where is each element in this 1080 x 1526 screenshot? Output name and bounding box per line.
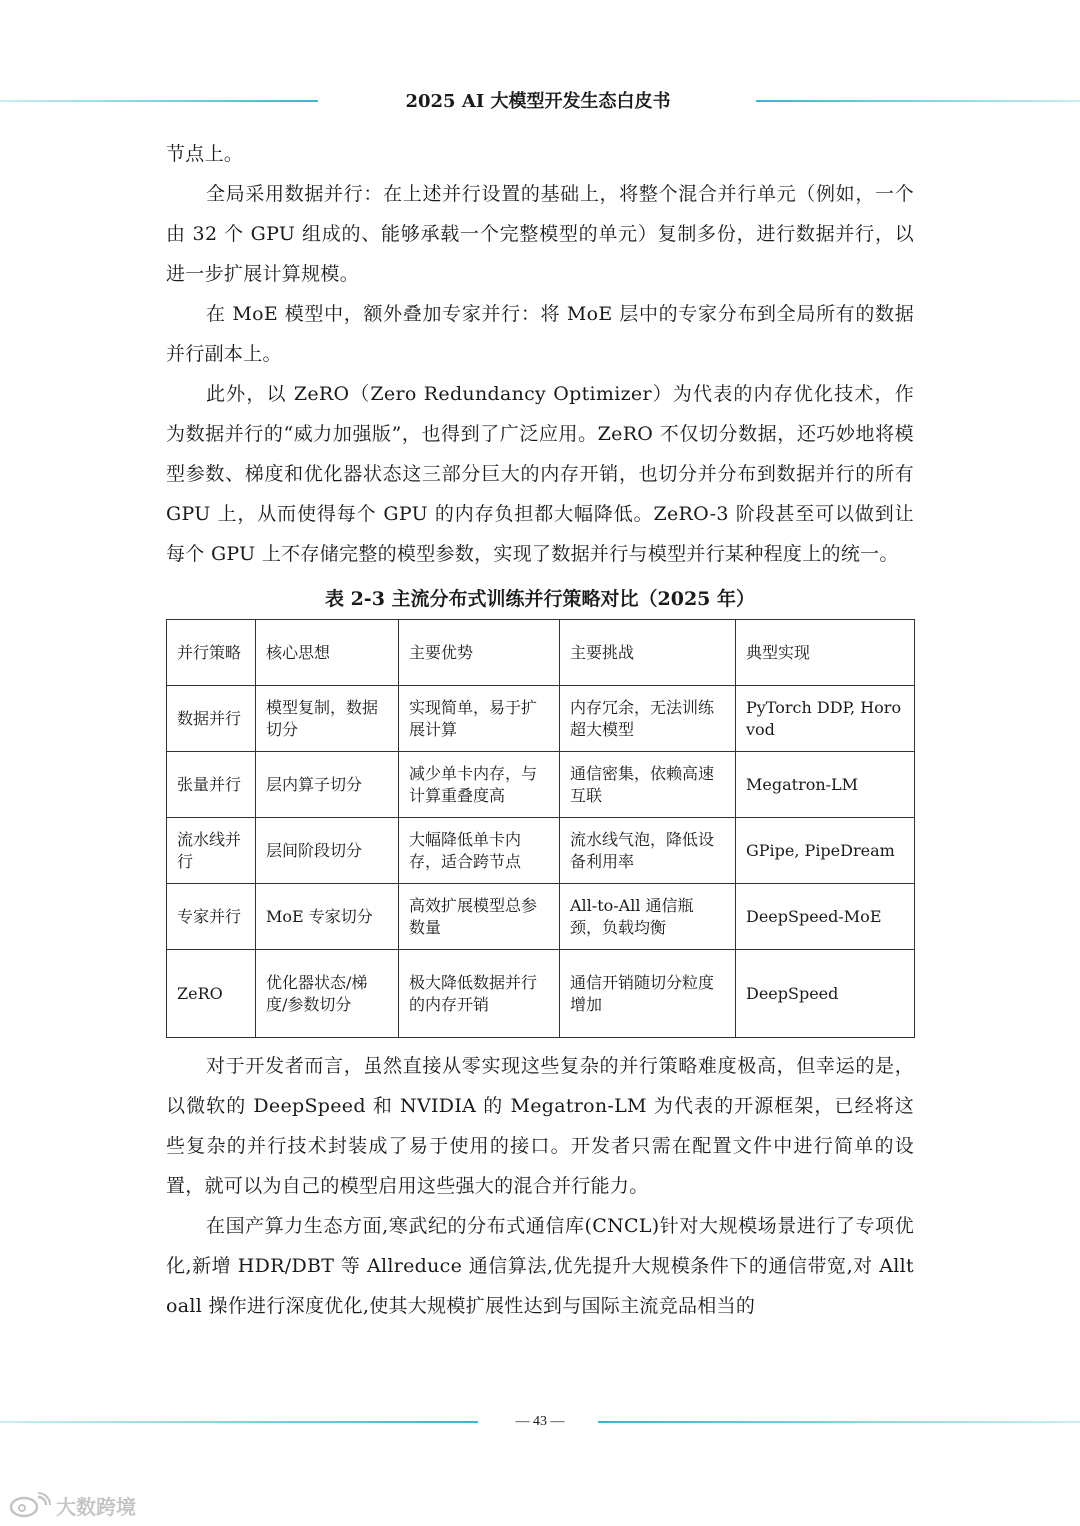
table-cell: 模型复制，数据切分 — [256, 686, 399, 752]
table-cell: 高效扩展模型总参数量 — [399, 884, 560, 950]
column-header: 主要挑战 — [560, 620, 736, 686]
table-cell: 内存冗余，无法训练超大模型 — [560, 686, 736, 752]
footer-rule-left — [0, 1421, 478, 1423]
page-number: — 43 — — [515, 1414, 565, 1429]
table-row — [167, 884, 915, 950]
table-row — [167, 752, 915, 818]
page-content — [166, 134, 914, 1326]
paragraph-data-parallel: 全局采用数据并行：在上述并行设置的基础上，将整个混合并行单元（例如，一个由 32 个 GPU 组成的、能够承载一个完整模型的单元）复制多份，进行数据并行，以进一步扩展计算规模。 — [166, 183, 914, 285]
table-cell: DeepSpeed-MoE — [736, 884, 915, 950]
table-cell: 通信开销随切分粒度增加 — [560, 950, 736, 1038]
watermark — [8, 1488, 208, 1522]
header-rule-left — [0, 100, 318, 102]
parallel-strategy-table — [166, 619, 915, 1038]
table-cell: ZeRO — [167, 950, 256, 1038]
table-cell: 层内算子切分 — [256, 752, 399, 818]
table-cell: 实现简单，易于扩展计算 — [399, 686, 560, 752]
column-header: 并行策略 — [167, 620, 256, 686]
paragraph-zero: 此外，以 ZeRO（Zero Redundancy Optimizer）为代表的内存优化技术，作为数据并行的“威力加强版”，也得到了广泛应用。ZeRO 不仅切分数据，还巧妙地将模型参数、梯度和优化器状态这三部分巨大的内存开销，也切分并分布到数据并行的所有 GPU 上，从而使得每个 GPU 的内存负担都大幅降低。ZeRO-3 阶段甚至可以做到让每个 GPU 上不存储完整的模型参数，实现了数据并行与模型并行某种程度上的统一。 — [166, 383, 914, 565]
table-cell: 通信密集，依赖高速互联 — [560, 752, 736, 818]
table-cell: 流水线并行 — [167, 818, 256, 884]
table-cell: 优化器状态/梯度/参数切分 — [256, 950, 399, 1038]
watermark-text: 大数跨境 — [56, 1494, 136, 1519]
footer-rule-right — [598, 1421, 1080, 1423]
paragraph-expert-parallel: 在 MoE 模型中，额外叠加专家并行：将 MoE 层中的专家分布到全局所有的数据并行副本上。 — [166, 303, 914, 365]
table-row — [167, 686, 915, 752]
weibo-logo-icon — [8, 1492, 52, 1518]
table-cell: 大幅降低单卡内存，适合跨节点 — [399, 818, 560, 884]
header-rule-right — [756, 100, 1080, 102]
table-cell: 极大降低数据并行的内存开销 — [399, 950, 560, 1038]
table-cell: Megatron-LM — [736, 752, 915, 818]
table-cell: All-to-All 通信瓶颈，负载均衡 — [560, 884, 736, 950]
table-header-row — [167, 620, 915, 686]
table-cell: PyTorch DDP, Horovod — [736, 686, 915, 752]
column-header: 核心思想 — [256, 620, 399, 686]
paragraph-cncl: 在国产算力生态方面,寒武纪的分布式通信库(CNCL)针对大规模场景进行了专项优化,新增 HDR/DBT 等 Allreduce 通信算法,优先提升大规模条件下的通信带宽,对 Alltoall 操作进行深度优化,使其大规模扩展性达到与国际主流竞品相当的 — [166, 1215, 914, 1317]
table-cell: MoE 专家切分 — [256, 884, 399, 950]
table-cell: GPipe, PipeDream — [736, 818, 915, 884]
table-cell: 流水线气泡，降低设备利用率 — [560, 818, 736, 884]
table-cell: DeepSpeed — [736, 950, 915, 1038]
paragraph-frameworks: 对于开发者而言，虽然直接从零实现这些复杂的并行策略难度极高，但幸运的是，以微软的 DeepSpeed 和 NVIDIA 的 Megatron-LM 为代表的开源框架，已经将这些复杂的并行技术封装成了易于使用的接口。开发者只需在配置文件中进行简单的设置，就可以为自己的模型启用这些强大的混合并行能力。 — [166, 1055, 914, 1197]
column-header: 主要优势 — [399, 620, 560, 686]
table-cell: 层间阶段切分 — [256, 818, 399, 884]
paragraph-continuation: 节点上。 — [166, 143, 244, 165]
table-cell: 张量并行 — [167, 752, 256, 818]
column-header: 典型实现 — [736, 620, 915, 686]
table-cell: 数据并行 — [167, 686, 256, 752]
table-title: 表 2-3 主流分布式训练并行策略对比（2025 年） — [324, 588, 756, 610]
table-row — [167, 818, 915, 884]
document-header-title: 2025 AI 大模型开发生态白皮书 — [405, 91, 671, 112]
table-cell: 专家并行 — [167, 884, 256, 950]
table-row — [167, 950, 915, 1038]
table-cell: 减少单卡内存，与计算重叠度高 — [399, 752, 560, 818]
